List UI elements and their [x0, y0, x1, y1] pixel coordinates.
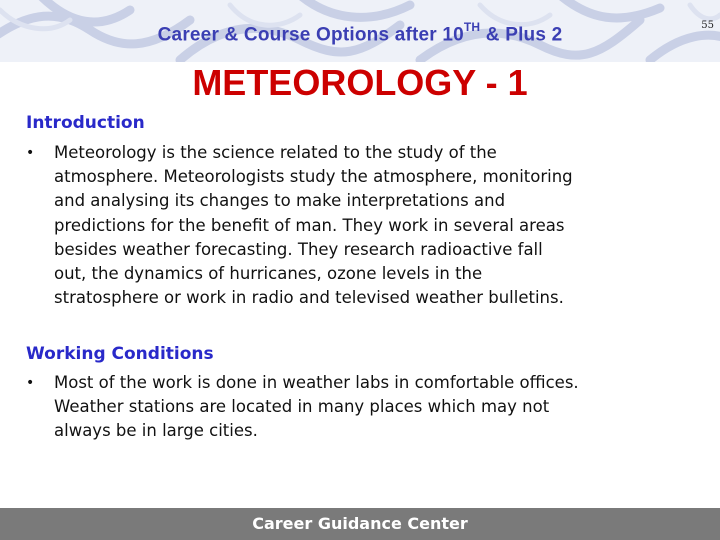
- text-line: predictions for the benefit of man. They work in several areas: [54, 215, 565, 235]
- text-line: always be in large cities.: [54, 421, 258, 441]
- header-title-superscript: TH: [463, 20, 481, 34]
- section-heading-working-conditions: Working Conditions: [26, 344, 214, 364]
- footer-label: Career Guidance Center: [252, 514, 468, 533]
- text-line: atmosphere. Meteorologists study the atmosphere, monitoring: [54, 167, 573, 187]
- bullet-introduction: [26, 141, 696, 310]
- bullet-dot: •: [26, 145, 35, 161]
- header-title-prefix: Career & Course Options after 10: [157, 24, 464, 46]
- text-line: stratosphere or work in radio and televised weather bulletins.: [54, 288, 564, 308]
- text-line: besides weather forecasting. They research radioactive fall: [54, 239, 543, 259]
- page-number: 55: [701, 20, 714, 31]
- footer-bar: [0, 508, 720, 540]
- slide-title: METEOROLOGY - 1: [192, 62, 528, 103]
- bullet-dot: •: [26, 375, 35, 391]
- bullet-working-conditions: [26, 371, 696, 444]
- text-line: Meteorology is the science related to the study of the: [54, 143, 497, 162]
- text-line: and analysing its changes to make interpretations and: [54, 191, 506, 211]
- header-title-suffix: & Plus 2: [480, 24, 563, 46]
- text-line: out, the dynamics of hurricanes, ozone levels in the: [54, 264, 483, 284]
- text-line: Most of the work is done in weather labs in comfortable offices.: [54, 373, 579, 392]
- header-title: [0, 22, 720, 46]
- section-heading-introduction: Introduction: [26, 113, 145, 133]
- text-line: Weather stations are located in many places which may not: [54, 397, 550, 417]
- header-banner: [0, 0, 720, 62]
